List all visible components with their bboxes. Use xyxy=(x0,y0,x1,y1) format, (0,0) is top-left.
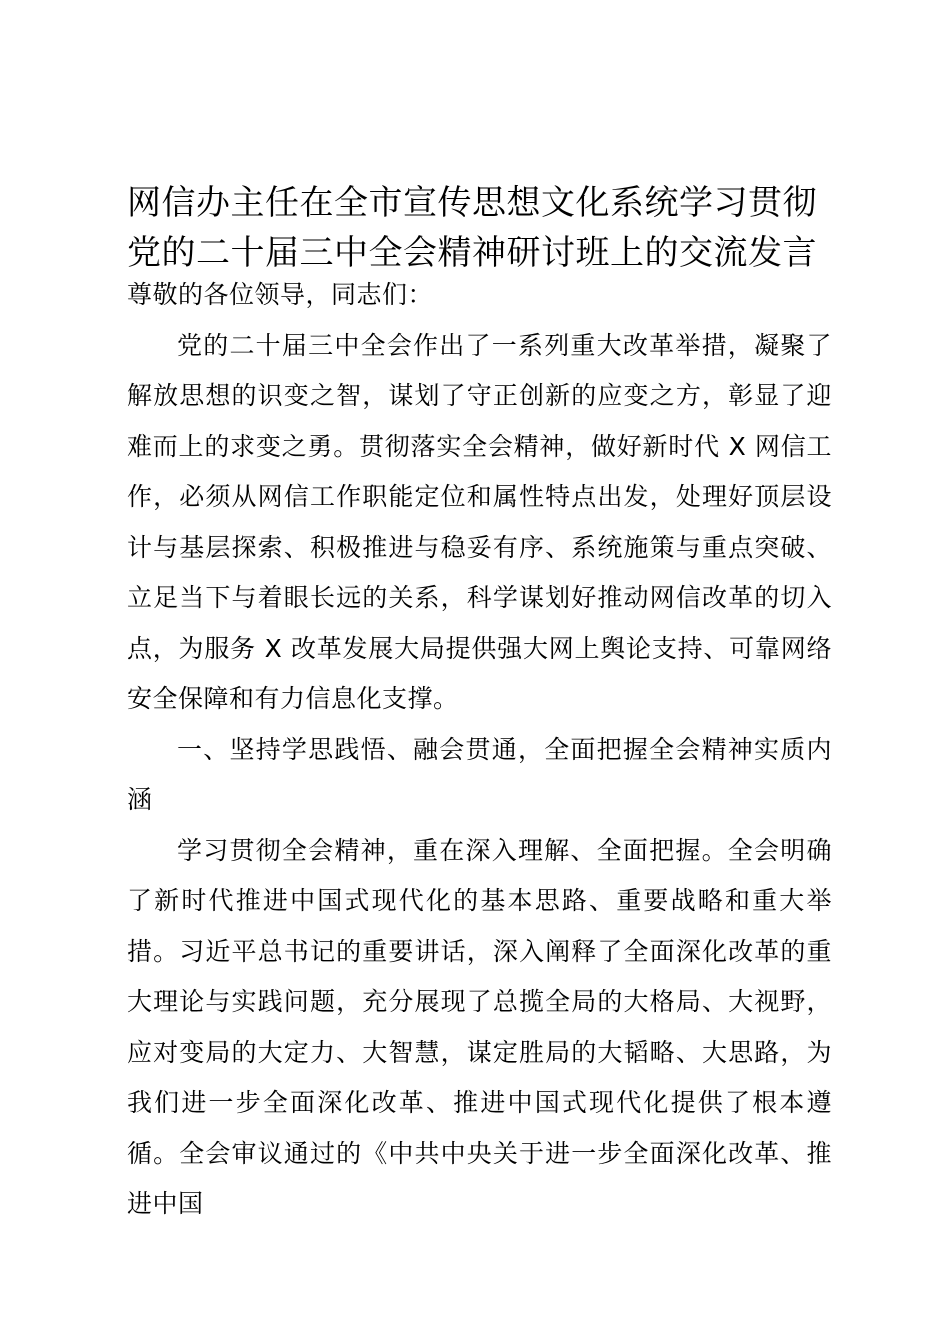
paragraph-intro: 党的二十届三中全会作出了一系列重大改革举措，凝聚了解放思想的识变之智，谋划了守正创新的应变之方，彰显了迎难而上的求变之勇。贯彻落实全会精神，做好新时代 X 网信工作，必须从网信工作职能定位和属性特点出发，处理好顶层设计与基层探索、积极推进与稳妥有序、系统施策与重点突破、立足当下与着眼长远的关系，科学谋划好推动网信改革的切入点，为服务 X 改革发展大局提供强大网上舆论支持、可靠网络安全保障和有力信息化支撑。 xyxy=(127,330,832,713)
section-heading-1: 一、坚持学思践悟、融会贯通，全面把握全会精神实质内涵 xyxy=(127,734,832,814)
paragraph-section-1: 学习贯彻全会精神，重在深入理解、全面把握。全会明确了新时代推进中国式现代化的基本思路、重要战略和重大举措。习近平总书记的重要讲话，深入阐释了全面深化改革的重大理论与实践问题，充分展现了总揽全局的大格局、大视野，应对变局的大定力、大智慧，谋定胜局的大韬略、大思路，为我们进一步全面深化改革、推进中国式现代化提供了根本遵循。全会审议通过的《中共中央关于进一步全面深化改革、推进中国 xyxy=(127,835,832,1218)
document-body xyxy=(127,178,832,1230)
salutation: 尊敬的各位领导，同志们： xyxy=(127,280,434,309)
document-title: 网信办主任在全市宣传思想文化系统学习贯彻党的二十届三中全会精神研讨班上的交流发言 xyxy=(127,183,817,273)
